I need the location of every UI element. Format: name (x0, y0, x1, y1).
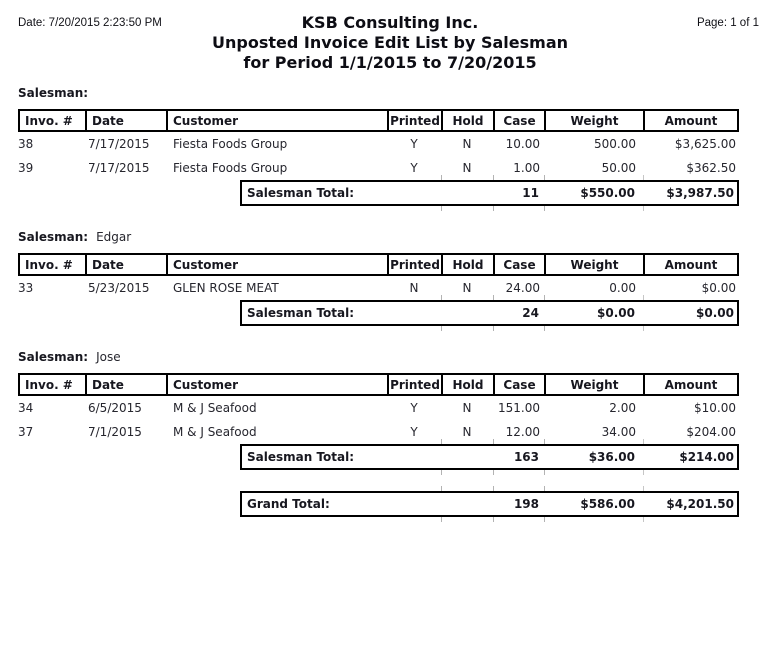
report-title-company: KSB Consulting Inc. (301, 13, 479, 32)
table-row (18, 132, 739, 156)
salesman-total-row (240, 444, 739, 470)
header-cell-printed: Printed (387, 375, 441, 394)
salesman-total-row (240, 180, 739, 206)
cell-date: 6/5/2015 (88, 401, 142, 415)
header-cell-printed: Printed (387, 255, 441, 274)
cell-amount: $10.00 (694, 401, 736, 415)
cell-customer: Fiesta Foods Group (173, 161, 288, 175)
salesman-section (18, 350, 739, 470)
report-header (0, 0, 780, 74)
cell-case: 1.00 (513, 161, 540, 175)
cell-weight: 0.00 (609, 281, 636, 295)
salesman-total-amount: $3,987.50 (666, 186, 734, 200)
cell-invoice: 39 (18, 161, 34, 175)
table-header-row (18, 373, 739, 396)
salesman-total-amount: $0.00 (696, 306, 734, 320)
salesman-line (18, 350, 739, 364)
salesman-total-weight: $0.00 (597, 306, 635, 320)
salesman-total-amount: $214.00 (679, 450, 734, 464)
cell-date: 7/1/2015 (88, 425, 142, 439)
header-cell-customer: Customer (166, 255, 387, 274)
cell-printed: Y (410, 425, 418, 439)
cell-amount: $3,625.00 (674, 137, 736, 151)
cell-case: 151.00 (498, 401, 540, 415)
cell-printed: N (409, 281, 419, 295)
salesman-name: Edgar (96, 230, 132, 244)
grand-total-amount: $4,201.50 (666, 497, 734, 511)
salesman-total-label: Salesman Total: (247, 450, 355, 464)
header-cell-invoice: Invo. # (25, 113, 73, 128)
cell-amount: $204.00 (686, 425, 736, 439)
header-cell-case: Case (493, 255, 544, 274)
salesman-total-weight: $36.00 (588, 450, 635, 464)
cell-printed: Y (410, 161, 418, 175)
salesman-label: Salesman: (18, 230, 89, 244)
salesman-total-row (240, 300, 739, 326)
cell-customer: Fiesta Foods Group (173, 137, 288, 151)
cell-weight: 50.00 (601, 161, 636, 175)
cell-date: 7/17/2015 (88, 137, 150, 151)
salesman-total-label: Salesman Total: (247, 186, 355, 200)
table-header-row (18, 109, 739, 132)
page-indicator: Page: 1 of 1 (696, 17, 759, 29)
grand-total-case: 198 (513, 497, 539, 511)
report-date: Date: 7/20/2015 2:23:50 PM (18, 17, 162, 29)
cell-invoice: 37 (18, 425, 34, 439)
cell-date: 7/17/2015 (88, 161, 150, 175)
cell-weight: 500.00 (594, 137, 636, 151)
cell-hold: N (462, 425, 472, 439)
grand-total-row (240, 491, 739, 517)
cell-weight: 2.00 (609, 401, 636, 415)
cell-amount: $0.00 (701, 281, 736, 295)
header-cell-weight: Weight (544, 111, 643, 130)
header-cell-hold: Hold (441, 111, 493, 130)
salesman-total-case: 24 (522, 306, 539, 320)
salesman-section (18, 230, 739, 326)
header-cell-case: Case (493, 375, 544, 394)
cell-customer: M & J Seafood (173, 425, 257, 439)
cell-amount: $362.50 (686, 161, 736, 175)
header-cell-printed: Printed (387, 111, 441, 130)
header-cell-weight: Weight (544, 255, 643, 274)
header-cell-amount: Amount (643, 255, 737, 274)
header-cell-invoice: Invo. # (25, 377, 73, 392)
salesman-name: Jose (96, 350, 121, 364)
salesman-section (18, 86, 739, 206)
grand-total-label: Grand Total: (247, 497, 330, 511)
cell-hold: N (462, 161, 472, 175)
cell-weight: 34.00 (601, 425, 636, 439)
cell-invoice: 34 (18, 401, 34, 415)
salesman-line (18, 86, 739, 100)
cell-invoice: 38 (18, 137, 34, 151)
table-row (18, 396, 739, 420)
cell-invoice: 33 (18, 281, 34, 295)
cell-printed: Y (410, 401, 418, 415)
header-cell-customer: Customer (166, 111, 387, 130)
header-cell-date: Date (85, 255, 166, 274)
cell-case: 24.00 (505, 281, 540, 295)
header-cell-case: Case (493, 111, 544, 130)
cell-case: 10.00 (505, 137, 540, 151)
cell-hold: N (462, 401, 472, 415)
header-cell-customer: Customer (166, 375, 387, 394)
cell-hold: N (462, 281, 472, 295)
header-cell-weight: Weight (544, 375, 643, 394)
salesman-label: Salesman: (18, 86, 89, 100)
header-cell-date: Date (85, 375, 166, 394)
header-cell-amount: Amount (643, 111, 737, 130)
salesman-line (18, 230, 739, 244)
salesman-total-case: 11 (522, 186, 539, 200)
grand-total-section (18, 491, 739, 517)
header-cell-hold: Hold (441, 255, 493, 274)
grand-total-weight: $586.00 (580, 497, 635, 511)
cell-hold: N (462, 137, 472, 151)
salesman-total-weight: $550.00 (580, 186, 635, 200)
salesman-label: Salesman: (18, 350, 89, 364)
salesman-total-label: Salesman Total: (247, 306, 355, 320)
header-cell-date: Date (85, 111, 166, 130)
header-cell-hold: Hold (441, 375, 493, 394)
table-header-row (18, 253, 739, 276)
cell-case: 12.00 (505, 425, 540, 439)
report-title-name: Unposted Invoice Edit List by Salesman (211, 33, 569, 52)
salesman-total-case: 163 (513, 450, 539, 464)
cell-date: 5/23/2015 (88, 281, 150, 295)
header-cell-amount: Amount (643, 375, 737, 394)
cell-customer: M & J Seafood (173, 401, 257, 415)
report-title-period: for Period 1/1/2015 to 7/20/2015 (243, 53, 537, 72)
cell-customer: GLEN ROSE MEAT (173, 281, 279, 295)
header-cell-invoice: Invo. # (25, 257, 73, 272)
cell-printed: Y (410, 137, 418, 151)
report-title (0, 0, 780, 73)
